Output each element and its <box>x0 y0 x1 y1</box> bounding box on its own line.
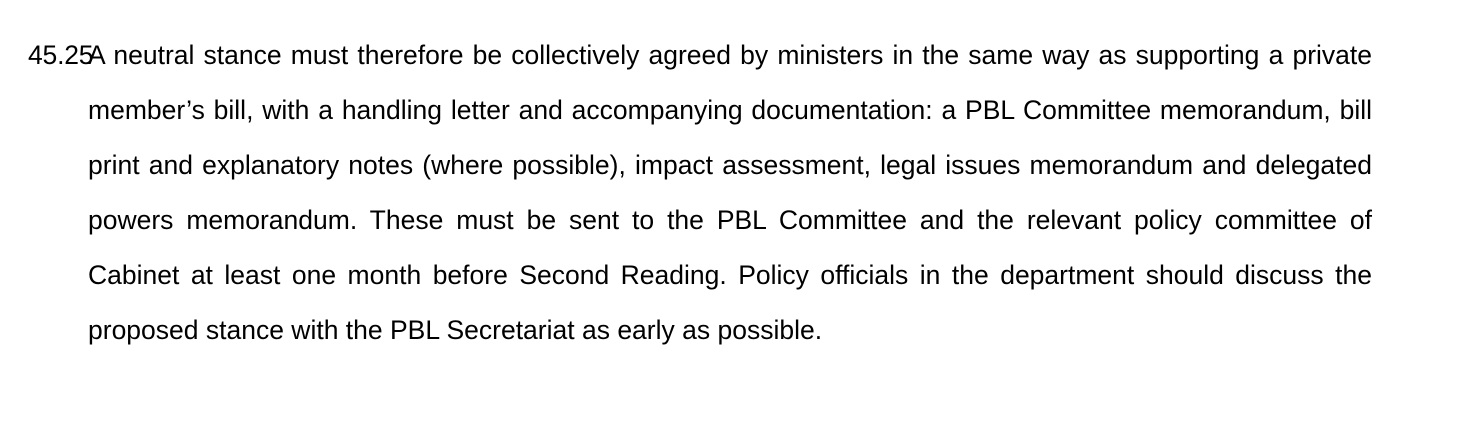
paragraph-number: 45.25 <box>28 40 94 70</box>
paragraph-block <box>0 28 1476 358</box>
paragraph-text: A neutral stance must therefore be collectively agreed by ministers in the same way as supporting a private member’s bill, with a handling letter and accompanying documentation: a PBL Committee memorandum, bill print and explanatory notes (where possible), impact assessment, legal issues memorandum and delegated powers memorandum. These must be sent to the PBL Committee and the relevant policy committee of Cabinet at least one month before Second Reading. Policy officials in the department should discuss the proposed stance with the PBL Secretariat as early as possible. <box>88 40 1372 345</box>
